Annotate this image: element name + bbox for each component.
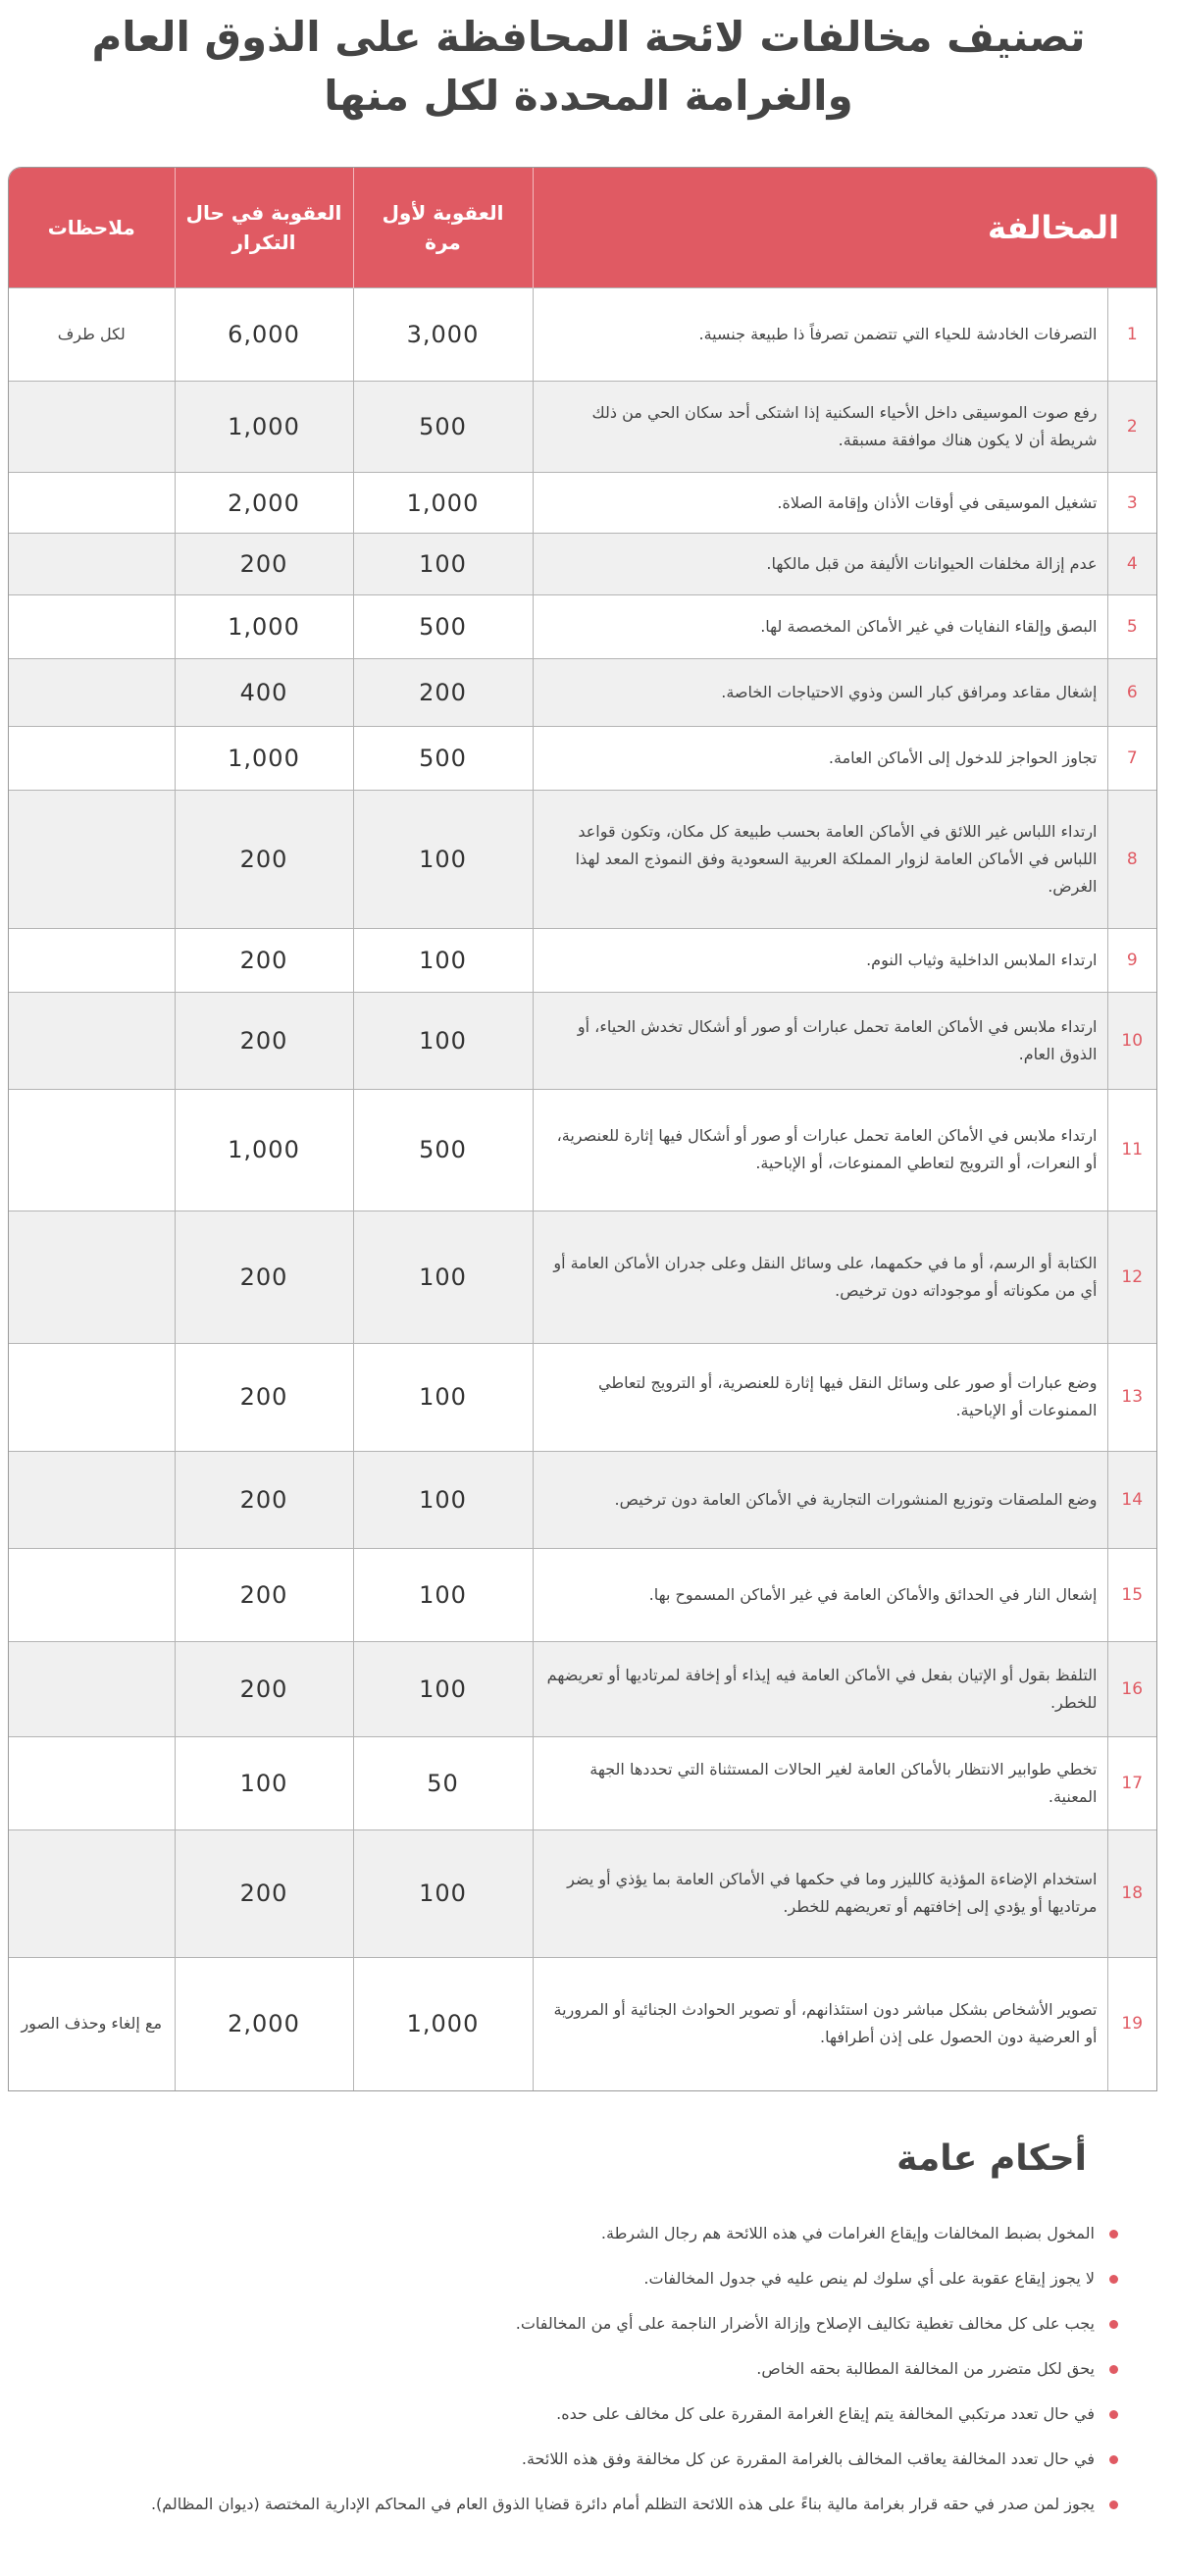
notes-cell: مع إلغاء وحذف الصور xyxy=(9,1957,175,2090)
notes-cell xyxy=(9,1641,175,1736)
row-index-cell: 15 xyxy=(1107,1548,1156,1641)
first-penalty-cell: 1,000 xyxy=(353,472,533,534)
repeat-penalty-cell: 200 xyxy=(175,1451,353,1548)
table-row xyxy=(9,381,1156,472)
notes-cell xyxy=(9,790,175,929)
violation-cell: ارتداء الملابس الداخلية وثياب النوم. xyxy=(533,929,1107,993)
general-rule-item xyxy=(59,2301,1118,2346)
row-index-cell: 3 xyxy=(1107,472,1156,534)
table-header-row xyxy=(9,168,1156,287)
repeat-penalty-cell: 200 xyxy=(175,993,353,1090)
notes-cell xyxy=(9,381,175,472)
notes-cell xyxy=(9,929,175,993)
repeat-penalty-cell: 200 xyxy=(175,534,353,595)
general-rule-item xyxy=(59,2482,1118,2527)
general-rule-text: في حال تعدد مرتكبي المخالفة يتم إيقاع الغرامة المقررة على كل مخالف على حده. xyxy=(556,2404,1095,2423)
first-penalty-cell: 100 xyxy=(353,1344,533,1451)
violation-cell: تصوير الأشخاص بشكل مباشر دون استئذانهم، أو تصوير الحوادث الجنائية أو المرورية أو العرضية دون الحصول على إذن أطرافها. xyxy=(533,1957,1107,2090)
first-penalty-cell: 100 xyxy=(353,1641,533,1736)
table-row xyxy=(9,929,1156,993)
repeat-penalty-cell: 2,000 xyxy=(175,472,353,534)
row-index-cell: 14 xyxy=(1107,1451,1156,1548)
table-row xyxy=(9,595,1156,659)
bullet-icon xyxy=(1109,2320,1118,2329)
first-penalty-cell: 500 xyxy=(353,381,533,472)
row-index-cell: 18 xyxy=(1107,1830,1156,1958)
bullet-icon xyxy=(1109,2500,1118,2509)
table-row xyxy=(9,1641,1156,1736)
general-rule-text: يجوز لمن صدر في حقه قرار بغرامة مالية بناءً على هذه اللائحة التظلم أمام دائرة قضايا الذوق العام في المحاكم الإدارية المختصة (ديوان المظالم). xyxy=(150,2495,1095,2513)
row-index-cell: 1 xyxy=(1107,287,1156,381)
table-row xyxy=(9,1548,1156,1641)
table-row xyxy=(9,1957,1156,2090)
table-row xyxy=(9,659,1156,727)
repeat-penalty-cell: 6,000 xyxy=(175,287,353,381)
notes-cell xyxy=(9,1451,175,1548)
general-rule-item xyxy=(59,2256,1118,2301)
repeat-penalty-cell: 1,000 xyxy=(175,595,353,659)
repeat-penalty-cell: 1,000 xyxy=(175,381,353,472)
row-index-cell: 5 xyxy=(1107,595,1156,659)
table-row xyxy=(9,1830,1156,1958)
bullet-icon xyxy=(1109,2230,1118,2239)
violation-header: المخالفة xyxy=(533,168,1156,287)
violation-cell: الكتابة أو الرسم، أو ما في حكمهما، على وسائل النقل وعلى جدران الأماكن العامة أو أي من مكوناته أو موجوداته دون ترخيص. xyxy=(533,1211,1107,1344)
violation-cell: تجاوز الحواجز للدخول إلى الأماكن العامة. xyxy=(533,726,1107,790)
violation-cell: عدم إزالة مخلفات الحيوانات الأليفة من قبل مالكها. xyxy=(533,534,1107,595)
first-penalty-cell: 500 xyxy=(353,1090,533,1211)
bullet-icon xyxy=(1109,2365,1118,2374)
row-index-cell: 13 xyxy=(1107,1344,1156,1451)
notes-cell xyxy=(9,1548,175,1641)
general-rule-text: المخول بضبط المخالفات وإيقاع الغرامات في هذه اللائحة هم رجال الشرطة. xyxy=(600,2224,1095,2242)
first-penalty-cell: 100 xyxy=(353,1548,533,1641)
first-penalty-cell: 100 xyxy=(353,993,533,1090)
repeat-penalty-cell: 1,000 xyxy=(175,1090,353,1211)
violation-cell: تخطي طوابير الانتظار بالأماكن العامة لغير الحالات المستثناة التي تحددها الجهة المعنية. xyxy=(533,1737,1107,1830)
row-index-cell: 4 xyxy=(1107,534,1156,595)
violation-cell: ارتداء ملابس في الأماكن العامة تحمل عبارات أو صور أو أشكال فيها إثارة للعنصرية، أو النعرات، أو الترويج لتعاطي الممنوعات، أو الإباحية. xyxy=(533,1090,1107,1211)
violation-cell: التلفظ بقول أو الإتيان بفعل في الأماكن العامة فيه إيذاء أو إخافة لمرتاديها أو تعريضهم للخطر. xyxy=(533,1641,1107,1736)
row-index-cell: 8 xyxy=(1107,790,1156,929)
repeat-penalty-header: العقوبة في حال التكرار xyxy=(175,168,353,287)
repeat-penalty-cell: 200 xyxy=(175,1548,353,1641)
first-penalty-cell: 50 xyxy=(353,1737,533,1830)
bullet-icon xyxy=(1109,2410,1118,2419)
row-index-cell: 12 xyxy=(1107,1211,1156,1344)
row-index-cell: 11 xyxy=(1107,1090,1156,1211)
table-row xyxy=(9,1451,1156,1548)
repeat-penalty-cell: 200 xyxy=(175,1830,353,1958)
violation-cell: رفع صوت الموسيقى داخل الأحياء السكنية إذا اشتكى أحد سكان الحي من ذلك شريطة أن لا يكون هناك موافقة مسبقة. xyxy=(533,381,1107,472)
repeat-penalty-cell: 100 xyxy=(175,1737,353,1830)
table-row xyxy=(9,790,1156,929)
repeat-penalty-cell: 400 xyxy=(175,659,353,727)
notes-cell xyxy=(9,1344,175,1451)
first-penalty-header: العقوبة لأول مرة xyxy=(353,168,533,287)
notes-cell xyxy=(9,659,175,727)
title-line-2: والغرامة المحددة لكل منها xyxy=(324,72,853,120)
table-row xyxy=(9,534,1156,595)
violation-cell: تشغيل الموسيقى في أوقات الأذان وإقامة الصلاة. xyxy=(533,472,1107,534)
notes-cell xyxy=(9,726,175,790)
row-index-cell: 9 xyxy=(1107,929,1156,993)
table-row xyxy=(9,993,1156,1090)
repeat-penalty-cell: 200 xyxy=(175,790,353,929)
table-row xyxy=(9,1344,1156,1451)
first-penalty-cell: 200 xyxy=(353,659,533,727)
first-penalty-cell: 100 xyxy=(353,1211,533,1344)
notes-cell: لكل طرف xyxy=(9,287,175,381)
general-rules-list xyxy=(59,2211,1118,2527)
violation-cell: التصرفات الخادشة للحياء التي تتضمن تصرفاً ذا طبيعة جنسية. xyxy=(533,287,1107,381)
row-index-cell: 19 xyxy=(1107,1957,1156,2090)
row-index-cell: 2 xyxy=(1107,381,1156,472)
general-rule-text: يحق لكل متضرر من المخالفة المطالبة بحقه الخاص. xyxy=(756,2359,1095,2378)
general-rule-text: يجب على كل مخالف تغطية تكاليف الإصلاح وإزالة الأضرار الناجمة على أي من المخالفات. xyxy=(515,2314,1095,2333)
repeat-penalty-cell: 1,000 xyxy=(175,726,353,790)
row-index-cell: 16 xyxy=(1107,1641,1156,1736)
first-penalty-cell: 1,000 xyxy=(353,1957,533,2090)
first-penalty-cell: 100 xyxy=(353,790,533,929)
title-line-1: تصنيف مخالفات لائحة المحافظة على الذوق العام xyxy=(91,13,1086,61)
page-title xyxy=(0,8,1177,126)
repeat-penalty-cell: 200 xyxy=(175,1641,353,1736)
row-index-cell: 17 xyxy=(1107,1737,1156,1830)
general-rule-item xyxy=(59,2392,1118,2437)
first-penalty-cell: 500 xyxy=(353,726,533,790)
general-rule-item xyxy=(59,2346,1118,2392)
notes-cell xyxy=(9,534,175,595)
general-rule-item xyxy=(59,2437,1118,2482)
first-penalty-cell: 100 xyxy=(353,929,533,993)
violation-cell: إشغال مقاعد ومرافق كبار السن وذوي الاحتياجات الخاصة. xyxy=(533,659,1107,727)
notes-cell xyxy=(9,1830,175,1958)
table-row xyxy=(9,472,1156,534)
bullet-icon xyxy=(1109,2455,1118,2464)
table-row xyxy=(9,1090,1156,1211)
table-row xyxy=(9,726,1156,790)
row-index-cell: 7 xyxy=(1107,726,1156,790)
repeat-penalty-cell: 200 xyxy=(175,1211,353,1344)
table-row xyxy=(9,287,1156,381)
row-index-cell: 10 xyxy=(1107,993,1156,1090)
general-rule-item xyxy=(59,2211,1118,2256)
first-penalty-cell: 100 xyxy=(353,534,533,595)
violation-cell: وضع عبارات أو صور على وسائل النقل فيها إثارة للعنصرية، أو الترويج لتعاطي الممنوعات أو الإباحية. xyxy=(533,1344,1107,1451)
table-row xyxy=(9,1737,1156,1830)
repeat-penalty-cell: 200 xyxy=(175,1344,353,1451)
violation-cell: ارتداء ملابس في الأماكن العامة تحمل عبارات أو صور أو أشكال تخدش الحياء، أو الذوق العام. xyxy=(533,993,1107,1090)
general-rules-title: أحكام عامة xyxy=(896,2138,1087,2179)
notes-cell xyxy=(9,472,175,534)
repeat-penalty-cell: 200 xyxy=(175,929,353,993)
general-rule-text: في حال تعدد المخالفة يعاقب المخالف بالغرامة المقررة عن كل مخالفة وفق هذه اللائحة. xyxy=(521,2449,1095,2468)
violation-cell: ارتداء اللباس غير اللائق في الأماكن العامة بحسب طبيعة كل مكان، وتكون قواعد اللباس في الأماكن العامة لزوار المملكة العربية السعودية وفق النموذج المعد لهذا الغرض. xyxy=(533,790,1107,929)
violation-cell: استخدام الإضاءة المؤذية كالليزر وما في حكمها في الأماكن العامة بما يؤذي أو يضر مرتاديها أو يؤدي إلى إخافتهم أو تعريضهم للخطر. xyxy=(533,1830,1107,1958)
table-row xyxy=(9,1211,1156,1344)
notes-cell xyxy=(9,1211,175,1344)
notes-cell xyxy=(9,595,175,659)
notes-cell xyxy=(9,993,175,1090)
general-rule-text: لا يجوز إيقاع عقوبة على أي سلوك لم ينص عليه في جدول المخالفات. xyxy=(643,2269,1095,2288)
bullet-icon xyxy=(1109,2275,1118,2284)
first-penalty-cell: 3,000 xyxy=(353,287,533,381)
repeat-penalty-cell: 2,000 xyxy=(175,1957,353,2090)
notes-header: ملاحظات xyxy=(9,168,175,287)
violations-table xyxy=(8,167,1157,2091)
row-index-cell: 6 xyxy=(1107,659,1156,727)
first-penalty-cell: 500 xyxy=(353,595,533,659)
notes-cell xyxy=(9,1090,175,1211)
violation-cell: إشعال النار في الحدائق والأماكن العامة في غير الأماكن المسموح بها. xyxy=(533,1548,1107,1641)
first-penalty-cell: 100 xyxy=(353,1451,533,1548)
violation-cell: وضع الملصقات وتوزيع المنشورات التجارية في الأماكن العامة دون ترخيص. xyxy=(533,1451,1107,1548)
notes-cell xyxy=(9,1737,175,1830)
first-penalty-cell: 100 xyxy=(353,1830,533,1958)
violation-cell: البصق وإلقاء النفايات في غير الأماكن المخصصة لها. xyxy=(533,595,1107,659)
